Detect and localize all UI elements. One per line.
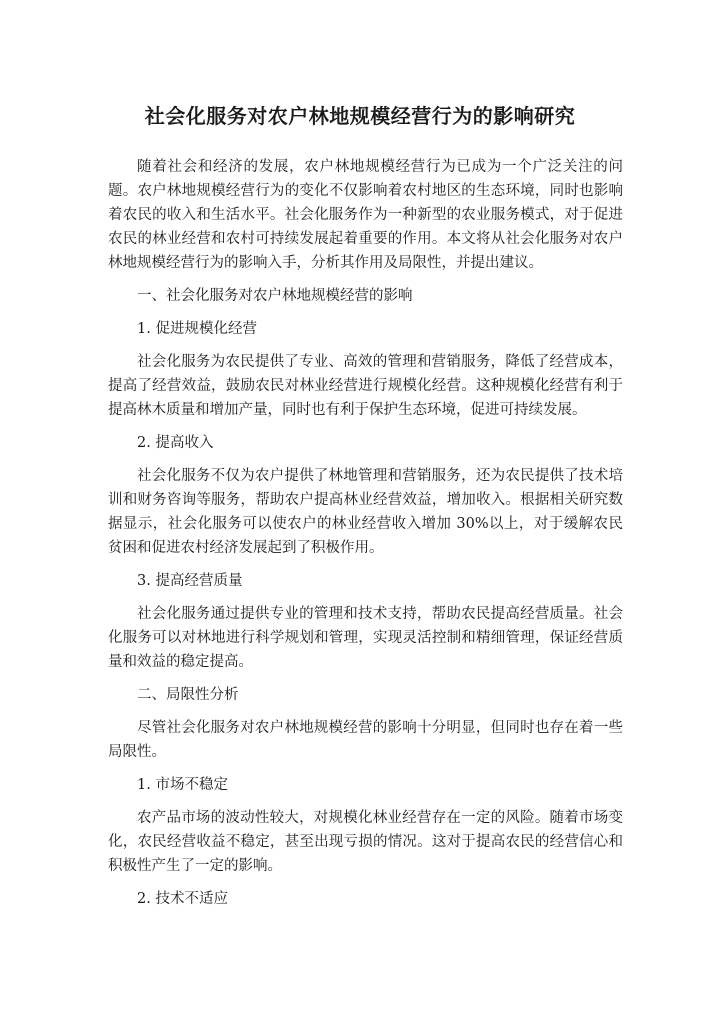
- section-1-sub-3-heading: 3. 提高经营质量: [137, 573, 243, 589]
- section-1-sub-3-paragraph: 社会化服务通过提供专业的管理和技术支持，帮助农民提高经营质量。社会化服务可以对林地进行科学规划和管理，实现灵活控制和精细管理，保证经营质量和效益的稳定提高。: [108, 606, 623, 670]
- section-1-sub-1-paragraph: 社会化服务为农民提供了专业、高效的管理和营销服务，降低了经营成本，提高了经营效益，鼓励农民对林业经营进行规模化经营。这种规模化经营有利于提高林木质量和增加产量，同时也有利于保护生态环境，促进可持续发展。: [108, 354, 623, 418]
- section-1-sub-2-paragraph: 社会化服务不仅为农户提供了林地管理和营销服务，还为农民提供了技术培训和财务咨询等服务，帮助农户提高林业经营效益，增加收入。根据相关研究数据显示，社会化服务可以使农户的林业经营收入增加 30%以上，对于缓解农民贫困和促进农村经济发展起到了积极作用。: [108, 468, 623, 556]
- intro-paragraph: 随着社会和经济的发展，农户林地规模经营行为已成为一个广泛关注的问题。农户林地规模经营行为的变化不仅影响着农村地区的生态环境，同时也影响着农民的收入和生活水平。社会化服务作为一种新型的农业服务模式，对于促进农民的林业经营和农村可持续发展起着重要的作用。本文将从社会化服务对农户林地规模经营行为的影响入手，分析其作用及局限性，并提出建议。: [108, 159, 623, 271]
- section-2-paragraph: 尽管社会化服务对农户林地规模经营的影响十分明显，但同时也存在着一些局限性。: [108, 720, 623, 760]
- section-1-sub-2-heading: 2. 提高收入: [137, 435, 214, 451]
- section-2-sub-1-paragraph: 农产品市场的波动性较大，对规模化林业经营存在一定的风险。随着市场变化，农民经营收益不稳定，甚至出现亏损的情况。这对于提高农民的经营信心和积极性产生了一定的影响。: [108, 810, 623, 874]
- section-2-sub-1-heading: 1. 市场不稳定: [137, 777, 228, 793]
- section-2-sub-2-heading: 2. 技术不适应: [137, 891, 228, 907]
- section-1-heading: 一、社会化服务对农户林地规模经营的影响: [137, 288, 413, 304]
- document-body: [108, 155, 623, 920]
- document-title: 社会化服务对农户林地规模经营行为的影响研究: [144, 104, 576, 128]
- section-1-sub-1-heading: 1. 促进规模化经营: [137, 321, 257, 337]
- section-2-heading: 二、局限性分析: [137, 687, 239, 703]
